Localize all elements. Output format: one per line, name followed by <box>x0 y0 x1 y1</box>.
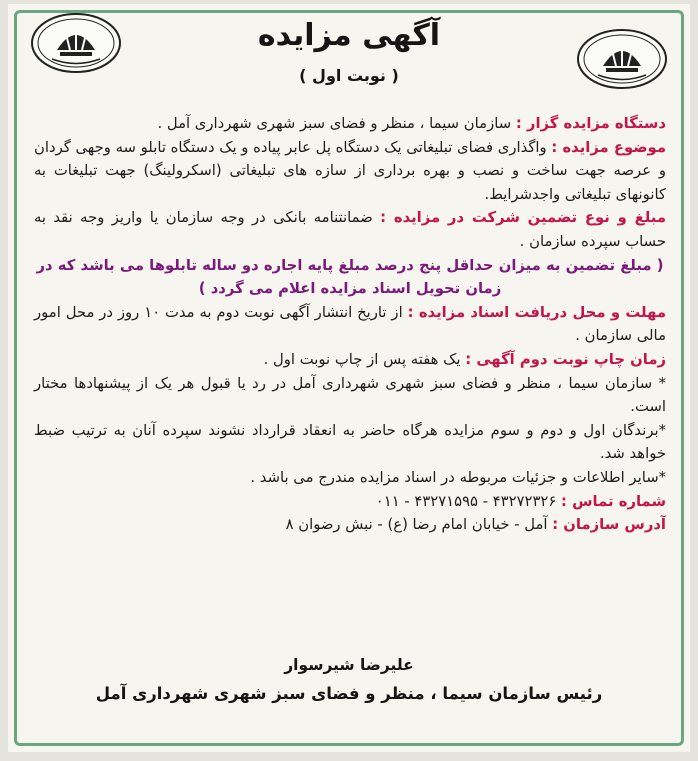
address-label: آدرس سازمان : <box>552 516 666 534</box>
bullet-other-info: *سایر اطلاعات و جزئیات مربوطه در اسناد مزایده مندرج می باشد . <box>250 468 666 486</box>
subject-paragraph <box>34 136 666 207</box>
phone-label: شماره تماس : <box>561 492 666 510</box>
organizer-paragraph <box>34 112 666 136</box>
bullet-winners: *برندگان اول و دوم و سوم مزایده هرگاه حاضر به انعقاد قرارداد نشوند سپرده آنان به ترتیب ضبط خواهد شد. <box>34 421 666 463</box>
bullet-rejection: * سازمان سیما ، منظر و فضای سبز شهری شهرداری آمل در رد یا قبول هر یک از پیشنهادها مختار است. <box>34 374 666 416</box>
guarantee-paragraph <box>34 206 666 253</box>
phone-number: ۴۳۲۷۲۳۲۶ - ۴۳۲۷۱۵۹۵ - ۰۱۱ <box>375 492 557 510</box>
address-text: آمل - خیابان امام رضا (ع) - نبش رضوان ۸ <box>285 516 548 534</box>
subject-text: واگذاری فضای تبلیغاتی یک دستگاه پل عابر پیاده و یک دستگاه تابلو سه وجهی گردان و عرصه جهت ساخت و نصب و بهره برداری از سازه های تبلیغاتی (اسکرولینگ) جهت تبلیغات به کانونهای تبلیغاتی واجدشرایط. <box>34 138 666 203</box>
notice-page <box>8 4 690 752</box>
subject-label: موضوع مزایده : <box>551 138 666 156</box>
address-paragraph <box>34 513 666 537</box>
notice-title: آگهی مزایده <box>257 18 441 53</box>
guarantee-text: ضمانتنامه بانکی در وجه سازمان یا واریز وجه نقد به حساب سپرده سازمان . <box>34 209 666 250</box>
deadline-paragraph <box>34 301 666 348</box>
guarantee-note: ( مبلغ تضمین به میزان حداقل پنج درصد مبلغ پایه اجاره دو ساله تابلوها می باشد که در زمان تحویل اسناد مزایده اعلام می گردد ) <box>36 256 664 298</box>
deadline-text: از تاریخ انتشار آگهی نوبت دوم به مدت ۱۰ روز در محل امور مالی سازمان . <box>34 303 666 345</box>
guarantee-label: مبلغ و نوع تضمین شرکت در مزایده : <box>380 209 666 227</box>
second-ad-paragraph <box>34 348 666 372</box>
deadline-label: مهلت و محل دریافت اسناد مزایده : <box>407 303 666 321</box>
organizer-label: دستگاه مزایده گزار : <box>515 115 666 132</box>
signatory-name: علیرضا شیرسوار <box>284 656 414 674</box>
second-ad-text: یک هفته پس از چاپ نوبت اول . <box>263 350 461 368</box>
organizer-text: سازمان سیما ، منظر و فضای سبز شهری شهرداری آمل . <box>157 115 512 132</box>
notice-body <box>34 112 666 537</box>
second-ad-label: زمان چاپ نوبت دوم آگهی : <box>465 350 666 368</box>
signatory-title: رئیس سازمان سیما ، منظر و فضای سبز شهری شهرداری آمل <box>95 684 603 703</box>
phone-paragraph <box>34 490 666 514</box>
notice-round: ( نوبت اول ) <box>299 66 399 85</box>
